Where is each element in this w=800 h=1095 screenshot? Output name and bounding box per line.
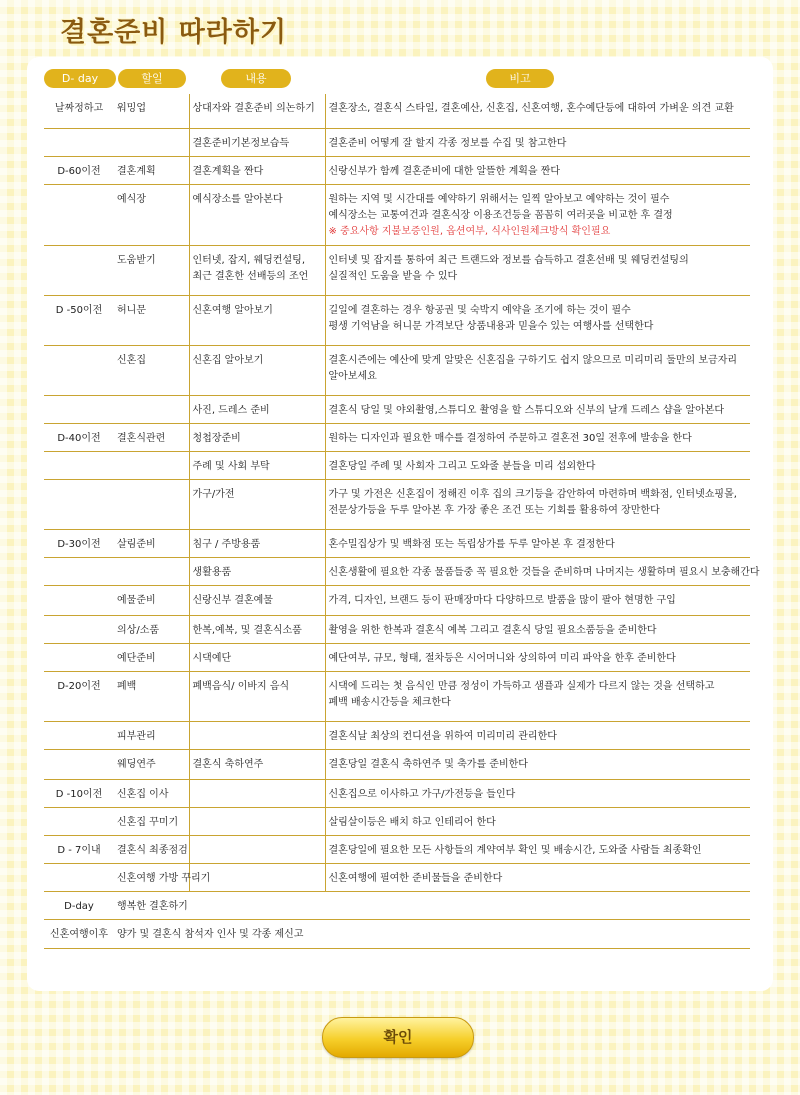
plan-row [44,615,750,643]
item-cell: 워밍업 [114,94,189,128]
plan-row [44,891,750,919]
note-cell [325,479,750,529]
note-line: 결혼당일 결혼식 축하연주 및 축가를 준비한다 [328,758,528,770]
content-line: 신혼집 알아보기 [192,354,264,366]
plan-row [44,671,750,721]
dday-cell: D -50이전 [44,295,114,345]
dday-cell [44,585,114,615]
content-cell [189,779,325,807]
item-cell: 예식장 [114,184,189,245]
dday-cell: 신혼여행이후 [44,919,114,948]
page-title: 결혼준비 따라하기 [60,17,288,48]
plan-row [44,529,750,557]
dday-cell [44,863,114,891]
item-cell: 결혼식 최종점검 [114,835,189,863]
plan-row [44,863,750,891]
item-cell: 결혼계획 [114,156,189,184]
note-line: 알아보세요 [328,370,377,382]
plan-row [44,395,750,423]
note-line: 가구 및 가전은 신혼집이 정해진 이후 집의 크기등을 감안하여 마련하며 백화점, 인터넷쇼핑몰, [328,488,737,500]
content-cell [189,807,325,835]
dday-cell: D-40이전 [44,423,114,451]
dday-cell: D-30이전 [44,529,114,557]
dday-cell [44,615,114,643]
plan-row [44,557,750,585]
note-line: 전문상가등을 두루 알아본 후 가장 좋은 조건 또는 기회를 활용하여 장만한다 [328,504,660,516]
dday-cell: D -10이전 [44,779,114,807]
plan-row [44,345,750,395]
plan-row [44,423,750,451]
note-cell [325,184,750,245]
wedding-plan-table [44,94,760,949]
item-cell [114,451,189,479]
plan-row [44,835,750,863]
note-line: 결혼시즌에는 예산에 맞게 알맞은 신혼집을 구하기도 쉽지 않으므로 미리미리 둘만의 보금자리 [328,354,738,366]
item-cell: 폐백 [114,671,189,721]
note-line: 혼수밀집상가 및 백화점 또는 독립상가를 두루 알아본 후 결정한다 [328,538,615,550]
dday-cell [44,557,114,585]
content-line: 상대자와 결혼준비 의논하기 [192,103,315,114]
content-cell [189,835,325,863]
content-cell [189,585,325,615]
content-line: 한복,예복, 및 결혼식소품 [192,624,302,636]
item-cell [114,128,189,156]
note-line: 원하는 지역 및 시간대를 예약하기 위해서는 일찍 알아보고 예약하는 것이 필수 [328,193,670,205]
content-cell [189,615,325,643]
plan-row [44,128,750,156]
note-cell [325,671,750,721]
content-line: 가구/가전 [192,488,235,500]
note-line: 결혼당일에 필요한 모든 사항들의 계약여부 확인 및 배송시간, 도와줄 사람들 최종확인 [328,844,702,856]
dday-cell [44,721,114,749]
note-line: 촬영을 위한 한복과 결혼식 예복 그리고 결혼식 당일 필요소품등을 준비한다 [328,624,657,636]
content-cell [189,721,325,749]
note-line: 결혼식날 최상의 컨디션을 위하여 미리미리 관리한다 [328,730,557,742]
note-cell [325,295,750,345]
content-line: 신혼여행 알아보기 [192,304,273,316]
dday-cell [44,245,114,295]
plan-row [44,721,750,749]
content-cell [189,749,325,779]
dday-cell [44,184,114,245]
plan-row [44,184,750,245]
note-line: 예식장소는 교통여건과 결혼식장 이용조건등을 꼼꼼히 여러곳을 비교한 후 결정 [328,209,673,221]
plan-row [44,779,750,807]
note-line: 실질적인 도움을 받을 수 있다 [328,270,458,282]
note-cell [325,245,750,295]
note-cell [325,863,750,891]
item-cell: 신혼여행 가방 꾸리기 [114,863,189,891]
item-cell: 도움받기 [114,245,189,295]
note-cell [325,529,750,557]
note-cell [325,615,750,643]
item-cell: 신혼집 이사 [114,779,189,807]
item-cell: 예단준비 [114,643,189,671]
note-line: 폐백 배송시간등을 체크한다 [328,696,451,708]
note-cell [325,779,750,807]
note-cell [325,156,750,184]
content-cell [189,529,325,557]
plan-row [44,156,750,184]
item-cell: 결혼식관련 [114,423,189,451]
content-line: 최근 결혼한 선배등의 조언 [192,270,309,282]
item-cell: 의상/소품 [114,615,189,643]
header-content: 내용 [221,69,291,88]
note-line: 결혼준비 어떻게 잘 할지 각종 정보를 수집 및 참고한다 [328,137,567,149]
plan-row [44,295,750,345]
dday-cell [44,128,114,156]
item-cell [114,557,189,585]
content-cell [189,156,325,184]
dday-cell: 날짜정하고 [44,94,114,128]
dday-cell [44,395,114,423]
note-cell [325,721,750,749]
plan-row [44,451,750,479]
content-line: 사진, 드레스 준비 [192,404,270,416]
content-cell [189,295,325,345]
content-line: 결혼계획을 짠다 [192,165,264,177]
content-cell [189,479,325,529]
confirm-button[interactable]: 확인 [322,1017,474,1058]
dday-cell [44,807,114,835]
content-cell [189,184,325,245]
dday-cell: D-day [44,891,114,919]
item-cell [114,479,189,529]
content-line: 결혼식 축하연주 [192,758,264,770]
dday-cell: D-20이전 [44,671,114,721]
content-line: 시댁예단 [192,652,232,664]
note-line: 결혼당일 주례 및 사회자 그리고 도와줄 분들을 미리 섭외한다 [328,460,596,472]
plan-row [44,643,750,671]
plan-row [44,245,750,295]
plan-row [44,94,750,128]
note-cell [325,557,760,585]
content-line: 인터넷, 잡지, 웨딩컨설팅, [192,254,305,266]
plan-row [44,919,750,948]
content-line: 예식장소를 알아본다 [192,193,283,205]
dday-cell [44,451,114,479]
content-line: 주례 및 사회 부탁 [192,460,270,472]
item-cell: 양가 및 결혼식 참석자 인사 및 각종 제신고 [114,919,750,948]
note-line: 신혼생활에 필요한 각종 물품들중 꼭 필요한 것들을 준비하며 나머지는 생활하며 필요시 보충해간다 [328,566,760,578]
plan-row [44,585,750,615]
content-cell [189,671,325,721]
content-cell [189,643,325,671]
content-cell [189,395,325,423]
dday-cell: D - 7이내 [44,835,114,863]
note-cell [325,345,750,395]
item-cell: 신혼집 [114,345,189,395]
note-line: 신혼집으로 이사하고 가구/가전등을 들인다 [328,788,516,800]
plan-row [44,479,750,529]
content-line: 청첩장준비 [192,432,241,444]
content-cell [189,128,325,156]
note-line: 신랑신부가 함께 결혼준비에 대한 알뜰한 계획을 짠다 [328,165,561,177]
note-cell [325,807,750,835]
note-line: 원하는 디자인과 필요한 매수를 결정하여 주문하고 결혼전 30일 전후에 발송을 한다 [328,432,692,444]
content-line: 신랑신부 결혼예물 [192,594,273,606]
content-cell [189,94,325,128]
note-line: 인터넷 및 잡지를 통하여 최근 트랜드와 정보를 습득하고 결혼선배 및 웨딩컨설팅의 [328,254,689,266]
header-note: 비고 [486,69,554,88]
note-line: 평생 기억남을 허니문 가격보단 상품내용과 믿을수 있는 여행사를 선택한다 [328,320,654,332]
note-cell [325,643,750,671]
note-line: 결혼식 당일 및 야외촬영,스튜디오 촬영을 할 스튜디오와 신부의 날개 드레스 샵을 알아본다 [328,404,725,416]
note-cell [325,451,750,479]
note-line: 결혼장소, 결혼식 스타일, 결혼예산, 신혼집, 신혼여행, 혼수예단등에 대하여 가벼운 의견 교환 [328,103,734,114]
content-line: 결혼준비기본정보습득 [192,137,290,149]
note-cell [325,94,750,128]
note-line: 시댁에 드리는 첫 음식인 만큼 정성이 가득하고 샘플과 실제가 다르지 않는 것을 선택하고 [328,680,715,692]
header-dday: D- day [44,69,116,88]
dday-cell [44,643,114,671]
dday-cell: D-60이전 [44,156,114,184]
note-cell [325,423,750,451]
dday-cell [44,479,114,529]
note-line: 가격, 디자인, 브랜드 등이 판매장마다 다양하므로 발품을 많이 팔아 현명한 구입 [328,594,676,606]
content-line: 침구 / 주방용품 [192,538,261,550]
item-cell: 신혼집 꾸미기 [114,807,189,835]
dday-cell [44,749,114,779]
item-cell: 허니문 [114,295,189,345]
note-cell [325,128,750,156]
content-cell [189,245,325,295]
item-cell: 살림준비 [114,529,189,557]
note-line: 살림살이등은 배치 하고 인테리어 한다 [328,816,496,828]
item-cell: 웨딩연주 [114,749,189,779]
important-note: ※ 중요사항 지불보증인원, 옵션여부, 식사인원체크방식 확인필요 [328,225,611,237]
plan-row [44,807,750,835]
note-cell [325,585,750,615]
dday-cell [44,345,114,395]
content-cell [189,423,325,451]
item-cell [114,395,189,423]
content-cell [189,345,325,395]
note-line: 예단여부, 규모, 형태, 절차등은 시어머니와 상의하여 미리 파악을 한후 준비한다 [328,652,676,664]
note-cell [325,749,750,779]
item-cell: 피부관리 [114,721,189,749]
note-cell [325,835,750,863]
plan-row [44,749,750,779]
item-cell: 행복한 결혼하기 [114,891,750,919]
content-cell [189,451,325,479]
note-line: 신혼여행에 필여한 준비물들을 준비한다 [328,872,503,884]
note-cell [325,395,750,423]
item-cell: 예물준비 [114,585,189,615]
note-line: 길일에 결혼하는 경우 항공권 및 숙박지 예약을 조기에 하는 것이 필수 [328,304,631,316]
content-line: 폐백음식/ 이바지 음식 [192,680,290,692]
content-line: 생활용품 [192,566,232,578]
header-item: 할일 [118,69,186,88]
content-cell [189,557,325,585]
